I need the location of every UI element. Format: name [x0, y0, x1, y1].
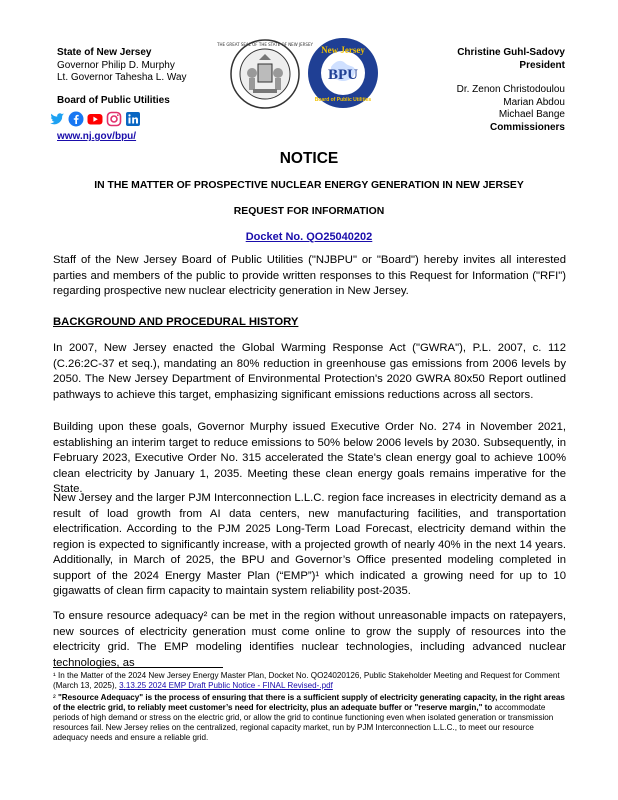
state-seal: [217, 38, 313, 110]
state-name: State of New Jersey: [57, 47, 152, 58]
instagram-icon[interactable]: [106, 111, 122, 127]
rfi-title: REQUEST FOR INFORMATION: [233, 206, 385, 217]
twitter-icon[interactable]: [49, 111, 65, 127]
footnote-2-bold: "Resource Adequacy" is the process of ensuring that there is a sufficient supply of electricity generating capacity, in the right areas of the electric grid, to reliably meet customer’s need for electricity, plus an adequate buffer or "reserve margin," to: [53, 693, 565, 712]
section-heading: BACKGROUND AND PROCEDURAL HISTORY: [53, 316, 299, 328]
footnote-2-rest: accommodate periods of high demand or stress on the electric grid, or allow the grid to continue functioning even when isolated generation or transmission resources fail. New Jersey relies on the centralized, regional capacity market, run by PJM Interconnection L.L.C., to meet our resource adequacy needs and ensure a reliable grid.: [53, 703, 554, 742]
notice-title: NOTICE: [279, 150, 339, 167]
paragraph-demand: New Jersey and the larger PJM Interconnection L.L.C. region face increases in electricity demand as a result of load growth from AI data centers, new manufacturing facilities, and transportation electrification. According to the PJM 2025 Long-Term Load Forecast, electricity demand within the region is expected to significantly increase, with a projected growth of nearly 40% in the next 14 years. Additionally, in March of 2025, the BPU and Governor’s Office presented modeling completed in support of the 2024 Energy Master Plan (“EMP”)¹ which indicated a growing need for up to 10 gigawatts of clean firm capacity to maintain system reliability post-2035.: [53, 492, 566, 597]
president-title: President: [519, 59, 565, 71]
commissioner-2: Marian Abdou: [503, 96, 565, 108]
commissioner-3: Michael Bange: [498, 109, 565, 120]
commission-block: [457, 47, 565, 134]
facebook-icon[interactable]: [68, 111, 84, 127]
paragraph-executive-orders: Building upon these goals, Governor Murphy issued Executive Order No. 274 in November 2021, establishing an interim target to reduce emissions to 50% below 2006 levels by 2030. Subsequently, in February 2023, Executive Order No. 315 accelerated the State's clean energy goal to achieve 100% clean electricity by January 1, 2035. Meeting these clean energy goals remains imperative for the State.: [53, 421, 566, 495]
matter-title: IN THE MATTER OF PROSPECTIVE NUCLEAR ENERGY GENERATION IN NEW JERSEY: [94, 180, 524, 191]
bpu-logo: [307, 37, 379, 109]
linkedin-icon[interactable]: [125, 111, 141, 127]
bpu-top-text: New Jersey: [321, 45, 365, 55]
intro-paragraph: Staff of the New Jersey Board of Public Utilities ("NJBPU" or "Board") hereby invites all interested parties and members of the public to provide written responses to this Request for Information ("RFI") regarding prospective new nuclear electricity generation in New Jersey.: [53, 254, 566, 297]
bpu-bottom-text: Board of Public Utilities: [314, 97, 372, 103]
footnote-divider: [53, 667, 223, 668]
footnote-2-marker: ²: [53, 693, 56, 702]
commissioners-title: Commissioners: [489, 121, 565, 133]
governor-name: Governor Philip D. Murphy: [57, 59, 175, 71]
youtube-icon[interactable]: [87, 111, 103, 127]
website-link[interactable]: www.nj.gov/bpu/: [57, 131, 137, 142]
lt-governor-name: Lt. Governor Tahesha L. Way: [57, 72, 187, 83]
president-name: Christine Guhl-Sadovy: [457, 47, 565, 58]
commissioner-1: Dr. Zenon Christodoulou: [456, 84, 565, 95]
paragraph-gwra: In 2007, New Jersey enacted the Global Warming Response Act ("GWRA"), P.L. 2007, c. 112 (C.26:2C-37 et seq.), mandating an 80% reduction in greenhouse gas emissions from 2006 levels by 2050. The New Jersey Department of Environmental Protection's 2020 GWRA 80x50 Report outlined pathways to achieve this target, emphasizing significant emissions reductions across all sectors.: [53, 342, 566, 401]
footnote-2: [53, 693, 566, 743]
social-links: [49, 111, 141, 127]
docket-link[interactable]: Docket No. QO25040202: [245, 231, 373, 243]
bpu-mid-text: BPU: [328, 67, 358, 83]
board-name: Board of Public Utilities: [57, 94, 170, 106]
footnote-1-link[interactable]: 3.13.25 2024 EMP Draft Public Notice - FINAL Revised-.pdf: [119, 681, 333, 690]
agency-block: [57, 47, 187, 107]
paragraph-resource-adequacy: To ensure resource adequacy² can be met in the region without unreasonable impacts on ratepayers, new sources of electricity generation must come online to grow the supply of resources into the electricity grid. The EMP modeling identifies nuclear technologies, including advanced nuclear technologies, as: [53, 610, 566, 669]
footnote-1-text: ¹ In the Matter of the 2024 New Jersey Energy Master Plan, Docket No. QO24020126, Public Stakeholder Meeting and Request for Comment (March 13, 2025),: [53, 671, 560, 690]
footnote-1: [53, 671, 566, 691]
seal-text: THE GREAT SEAL OF THE STATE OF NEW JERSEY: [217, 42, 313, 47]
